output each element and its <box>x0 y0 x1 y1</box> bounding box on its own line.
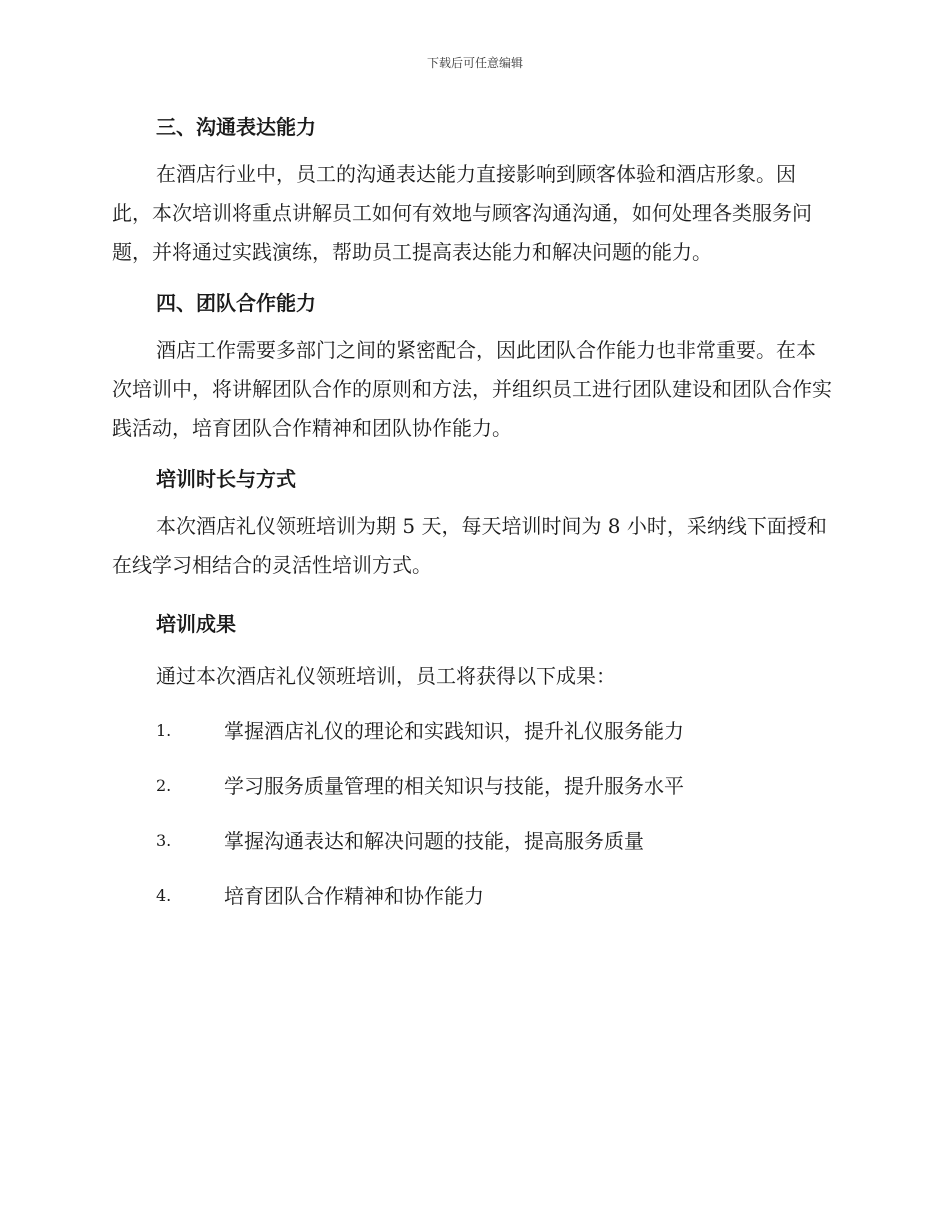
section-heading-duration: 培训时长与方式 <box>156 467 296 491</box>
section-paragraph-duration: 本次酒店礼仪领班培训为期 5 天，每天培训时间为 8 小时，采纳线下面授和在线学习相结合的灵活性培训方式。 <box>112 514 827 577</box>
document-body <box>112 108 832 932</box>
section-paragraph-teamwork: 酒店工作需要多部门之间的紧密配合，因此团队合作能力也非常重要。在本次培训中，将讲解团队合作的原则和方法，并组织员工进行团队建设和团队合作实践活动，培育团队合作精神和团队协作能力。 <box>112 338 832 440</box>
page-header: 下载后可任意编辑 <box>426 56 523 70</box>
list-item <box>112 822 832 860</box>
list-item <box>112 767 832 805</box>
section-heading-communication: 三、沟通表达能力 <box>156 115 316 139</box>
section-paragraph-communication: 在酒店行业中，员工的沟通表达能力直接影响到顾客体验和酒店形象。因此，本次培训将重点讲解员工如何有效地与顾客沟通沟通，如何处理各类服务问题，并将通过实践演练，帮助员工提高表达能力和解决问题的能力。 <box>112 162 812 264</box>
list-text: 掌握沟通表达和解决问题的技能，提高服务质量 <box>224 829 644 853</box>
list-item <box>112 877 832 915</box>
results-list <box>112 712 832 915</box>
list-number: 2. <box>156 776 172 795</box>
section-heading-results: 培训成果 <box>156 612 236 636</box>
list-text: 学习服务质量管理的相关知识与技能，提升服务水平 <box>224 774 684 798</box>
list-text: 掌握酒店礼仪的理论和实践知识，提升礼仪服务能力 <box>224 719 684 743</box>
section-heading-teamwork: 四、团队合作能力 <box>156 291 316 315</box>
list-text: 培育团队合作精神和协作能力 <box>224 884 484 908</box>
list-number: 3. <box>156 831 172 850</box>
list-item <box>112 712 832 750</box>
list-number: 4. <box>156 886 172 905</box>
results-intro: 通过本次酒店礼仪领班培训，员工将获得以下成果： <box>156 664 616 688</box>
list-number: 1. <box>156 721 172 740</box>
